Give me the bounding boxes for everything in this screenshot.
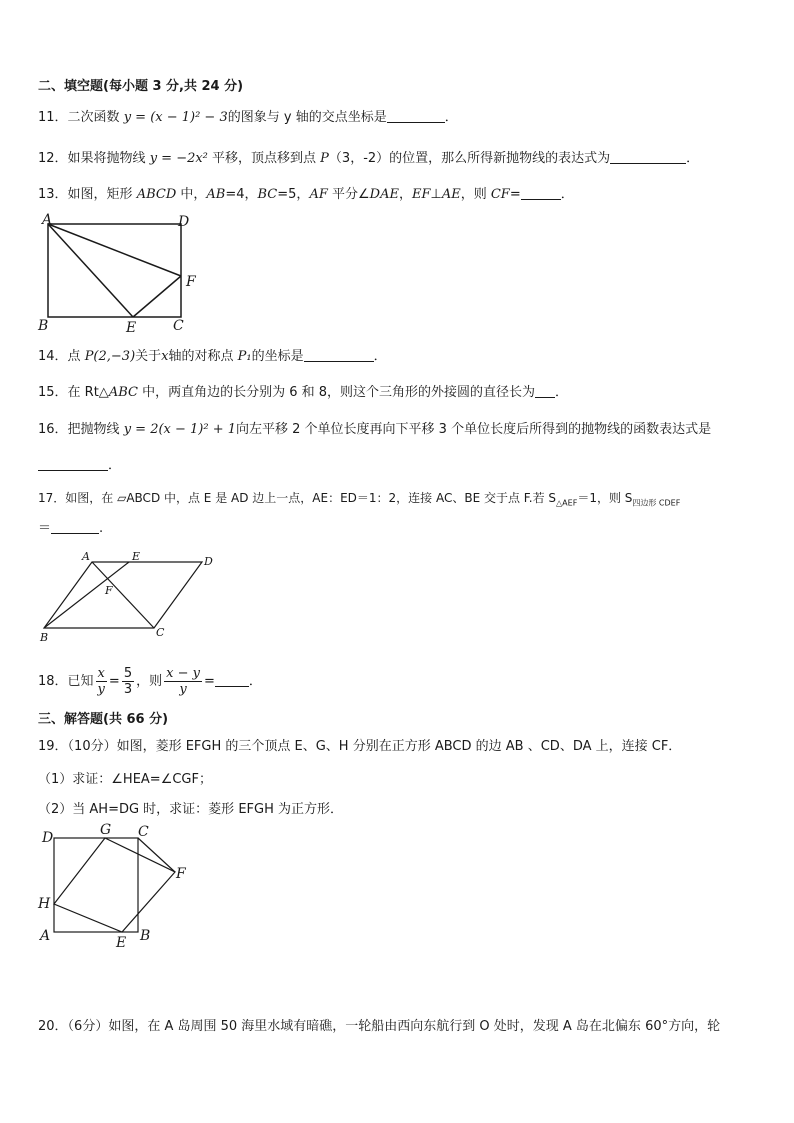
q15-answer-blank[interactable] (535, 384, 555, 398)
q15-abc: ABC (108, 385, 138, 400)
fig17-line-be (44, 562, 129, 628)
q14-text-3: 轴的对称点 (168, 349, 238, 364)
q11-end: ． (444, 110, 458, 125)
q13-answer-blank[interactable] (521, 186, 561, 200)
q13-text-6: ， (398, 187, 412, 202)
q18-f1-denominator: y (97, 682, 105, 697)
q17-answer-blank[interactable] (51, 520, 99, 534)
fig19-label-h: H (38, 896, 51, 912)
parallelogram-icon: ▱ (117, 491, 127, 505)
q18-eq-1: = (108, 674, 120, 689)
q13-text-8: ，则 (460, 187, 491, 202)
question-13 (38, 186, 574, 204)
q18-f1-numerator: x (96, 666, 107, 682)
q13-text-5: 平分∠ (327, 187, 370, 202)
q16-end: ． (108, 458, 122, 473)
q18-eq-2: = (203, 674, 215, 689)
fig19-rhombus-efgh (54, 838, 175, 932)
figure-17-parallelogram (30, 548, 230, 648)
q13-text-9: = (509, 187, 521, 202)
q13-ae: AE (441, 187, 461, 202)
q11-text-1: 11．二次函数 (38, 110, 124, 125)
fig13-label-f: F (186, 274, 196, 290)
fig13-label-d: D (178, 214, 190, 230)
question-17 (38, 489, 680, 512)
question-16-line-2 (38, 457, 121, 475)
q14-text-1: 14．点 (38, 349, 85, 364)
q18-text-1: 18．已知 (38, 674, 94, 689)
q18-end: ． (248, 674, 262, 689)
q18-f2-denominator: 3 (123, 682, 133, 697)
q14-point: P(2,−3) (84, 349, 136, 364)
q13-ab: AB (206, 187, 226, 202)
question-20: 20．（6分）如图，在 A 岛周围 50 海里水域有暗礁，一轮船由西向东航行到 O 处时，发现 A 岛在北偏东 60°方向，轮 (38, 1019, 721, 1034)
question-16 (38, 421, 711, 439)
fig17-label-d: D (204, 555, 213, 568)
q13-cf: CF (490, 187, 510, 202)
q17-equals: ＝ (38, 521, 52, 536)
q14-text-4: 的坐标是 (251, 349, 304, 364)
q13-bc: BC (257, 187, 278, 202)
q12-point: P (320, 151, 329, 166)
q18-f3-numerator: x − y (166, 666, 200, 681)
section-2-title: 二、填空题(每小题 3 分,共 24 分) (38, 79, 244, 94)
question-12 (38, 150, 699, 168)
fig13-label-b: B (38, 318, 49, 334)
fig17-label-e: E (132, 550, 141, 563)
question-17-line-2 (38, 520, 103, 538)
q14-axis: x (161, 349, 169, 364)
q17-text-2: ABCD 中，点 E 是 AD 边上一点，AE：ED＝1：2，连接 AC、BE 交于点 F.若 S (126, 491, 557, 505)
fig17-label-f: F (105, 584, 113, 597)
q13-text-4: =5， (277, 187, 310, 202)
fig19-line-cf (138, 838, 175, 872)
fig19-label-f: F (176, 866, 186, 882)
q17-text-3: ＝1，则 S (577, 491, 633, 505)
q17-end: . (99, 521, 104, 536)
q15-text-2: 中，两直角边的长分别为 6 和 8，则这个三角形的外接圆的直径长为 (137, 385, 536, 400)
q12-text-2: 平移，顶点移到点 (207, 151, 321, 166)
q15-text-1: 15．在 Rt△ (38, 385, 109, 400)
q13-af: AF (309, 187, 328, 202)
q15-end: ． (555, 385, 569, 400)
fig17-line-ac (92, 562, 154, 628)
q17-sub-1: △AEF (556, 498, 578, 508)
figure-13-rectangle (30, 206, 210, 336)
q18-fraction-2 (122, 666, 134, 697)
q18-answer-blank[interactable] (215, 673, 249, 687)
question-19: 19．（10分）如图，菱形 EFGH 的三个顶点 E、G、H 分别在正方形 ABCD 的边 AB 、CD、DA 上，连接 CF． (38, 739, 682, 754)
q11-text-2: 的图象与 y 轴的交点坐标是 (227, 110, 387, 125)
q13-rect: ABCD (136, 187, 177, 202)
question-18 (38, 666, 262, 697)
q13-ef: EF (411, 187, 431, 202)
q14-p1: P₁ (237, 349, 252, 364)
question-11 (38, 109, 458, 127)
fig13-line-ef (133, 276, 181, 317)
fig19-label-d: D (42, 830, 54, 846)
fig13-label-c: C (173, 318, 184, 334)
fig19-label-b: B (140, 928, 151, 944)
q14-text-2: 关于 (135, 349, 162, 364)
fig13-label-e: E (126, 320, 137, 336)
fig17-label-c: C (156, 626, 165, 639)
q16-text-1: 16．把抛物线 (38, 422, 124, 437)
question-19-part-1: （1）求证：∠HEA=∠CGF； (38, 772, 212, 787)
fig19-label-e: E (116, 935, 127, 951)
fig19-label-a: A (40, 928, 51, 944)
q13-text-7: ⊥ (430, 187, 442, 202)
q13-text-1: 13．如图，矩形 (38, 187, 137, 202)
section-3-title: 三、解答题(共 66 分) (38, 712, 169, 727)
q18-fraction-3 (164, 666, 202, 697)
figure-19-square-rhombus (30, 822, 200, 952)
q18-f2-numerator: 5 (123, 666, 133, 681)
question-14 (38, 348, 387, 366)
q16-function: y = 2(x − 1)² + 1 (123, 422, 237, 437)
fig13-line-af (48, 224, 181, 276)
q12-text-3: （3，-2）的位置，那么所得新抛物线的表达式为 (328, 151, 611, 166)
q17-text-1: 17．如图，在 (38, 491, 118, 505)
q12-function: y = −2x² (149, 151, 208, 166)
fig13-rect-abcd (48, 224, 181, 317)
question-15 (38, 384, 568, 402)
q13-text-2: 中， (176, 187, 207, 202)
q14-end: ． (373, 349, 387, 364)
q13-dae: DAE (369, 187, 399, 202)
q11-answer-blank[interactable] (387, 109, 445, 123)
q12-answer-blank[interactable] (610, 150, 686, 164)
q18-text-2: ，则 (136, 674, 163, 689)
q12-end: ． (686, 151, 700, 166)
q16-answer-blank[interactable] (38, 457, 108, 471)
q17-sub-2: 四边形 CDEF (632, 498, 681, 508)
fig19-square-abcd (54, 838, 138, 932)
fig13-line-ae (48, 224, 133, 317)
q18-fraction-1 (96, 666, 107, 697)
q12-text-1: 12．如果将抛物线 (38, 151, 150, 166)
q13-end: ． (560, 187, 574, 202)
fig17-label-a: A (82, 550, 90, 563)
fig19-label-c: C (138, 824, 149, 840)
q14-answer-blank[interactable] (304, 348, 374, 362)
fig19-label-g: G (100, 822, 112, 838)
question-19-part-2: （2）当 AH=DG 时，求证：菱形 EFGH 为正方形． (38, 802, 343, 817)
q11-function: y = (x − 1)² − 3 (123, 110, 228, 125)
q18-f3-denominator: y (179, 682, 187, 697)
q13-text-3: =4， (225, 187, 258, 202)
q16-text-2: 向左平移 2 个单位长度再向下平移 3 个单位长度后所得到的抛物线的函数表达式是 (236, 422, 712, 437)
fig13-label-a: A (42, 212, 53, 228)
fig17-label-b: B (40, 631, 49, 644)
